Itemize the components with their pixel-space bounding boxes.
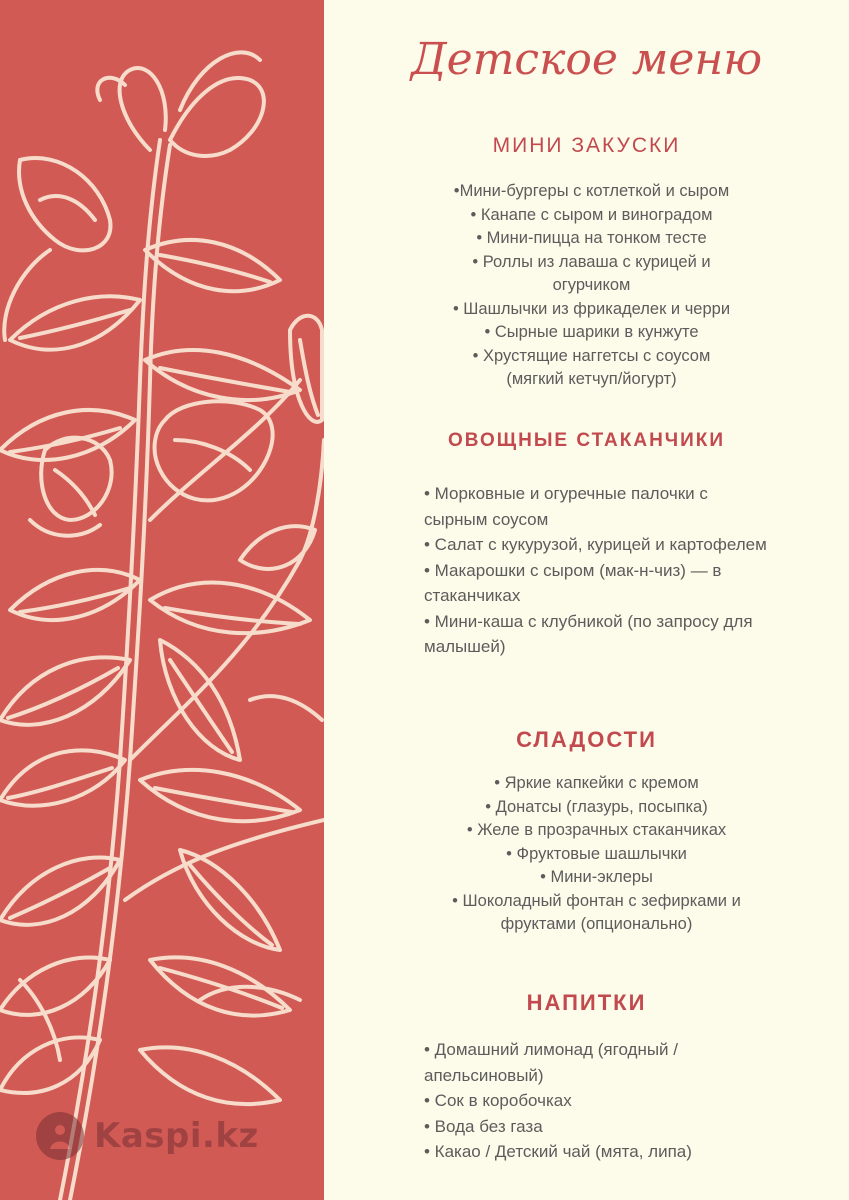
snacks-list — [414, 180, 769, 392]
list-item: • Макарошки с сыром (мак-н-чиз) — в стаканчиках — [424, 560, 722, 605]
drinks-list — [424, 1037, 769, 1165]
vegetables-list — [424, 481, 769, 660]
list-item: • Шашлычки из фрикаделек и черри — [452, 299, 731, 318]
section-heading-snacks: МИНИ ЗАКУСКИ — [492, 134, 681, 157]
floral-panel — [0, 0, 324, 1200]
list-item: • Хрустящие наггетсы с соусом (мягкий кетчуп/йогурт) — [472, 346, 711, 388]
list-item: • Сок в коробочках — [424, 1091, 572, 1110]
list-item: • Салат с кукурузой, курицей и картофелем — [424, 535, 767, 554]
section-heading-drinks: НАПИТКИ — [526, 990, 647, 1015]
list-item: • Шоколадный фонтан с зефирками и фруктами (опционально) — [452, 891, 741, 933]
list-item: • Яркие капкейки с кремом — [494, 774, 699, 792]
menu-column — [324, 0, 849, 1200]
list-item: • Мини-пицца на тонком тесте — [476, 229, 707, 247]
list-item: • Фруктовые шашлычки — [506, 844, 687, 863]
list-item: •Мини-бургеры с котлеткой и сыром — [453, 182, 730, 200]
list-item: • Какао / Детский чай (мята, липа) — [424, 1142, 692, 1161]
list-item: • Вода без газа — [424, 1116, 543, 1136]
list-item: • Домашний лимонад (ягодный / апельсиновый) — [424, 1040, 679, 1085]
section-heading-sweets: СЛАДОСТИ — [516, 727, 657, 752]
section-heading-vegetables: ОВОЩНЫЕ СТАКАНЧИКИ — [447, 430, 726, 451]
list-item: • Роллы из лаваша с курицей и огурчиком — [472, 252, 711, 294]
list-item: • Мини-каша с клубникой (по запросу для малышей) — [424, 611, 753, 656]
list-item: • Донатсы (глазурь, посыпка) — [485, 797, 708, 816]
floral-illustration — [0, 0, 324, 1200]
list-item: • Канапе с сыром и виноградом — [470, 205, 713, 224]
list-item: • Сырные шарики в кунжуте — [484, 323, 699, 341]
kaspi-watermark — [36, 1110, 259, 1162]
list-item: • Мини-эклеры — [540, 868, 653, 886]
list-item: • Морковные и огуречные палочки с сырным соусом — [424, 484, 708, 529]
kaspi-brand-text: Kaspi.kz — [94, 1116, 259, 1156]
kaspi-logo-icon — [36, 1112, 84, 1160]
list-item: • Желе в прозрачных стаканчиках — [466, 821, 727, 839]
menu-title: Детское меню — [410, 34, 763, 85]
sweets-list — [424, 772, 769, 937]
